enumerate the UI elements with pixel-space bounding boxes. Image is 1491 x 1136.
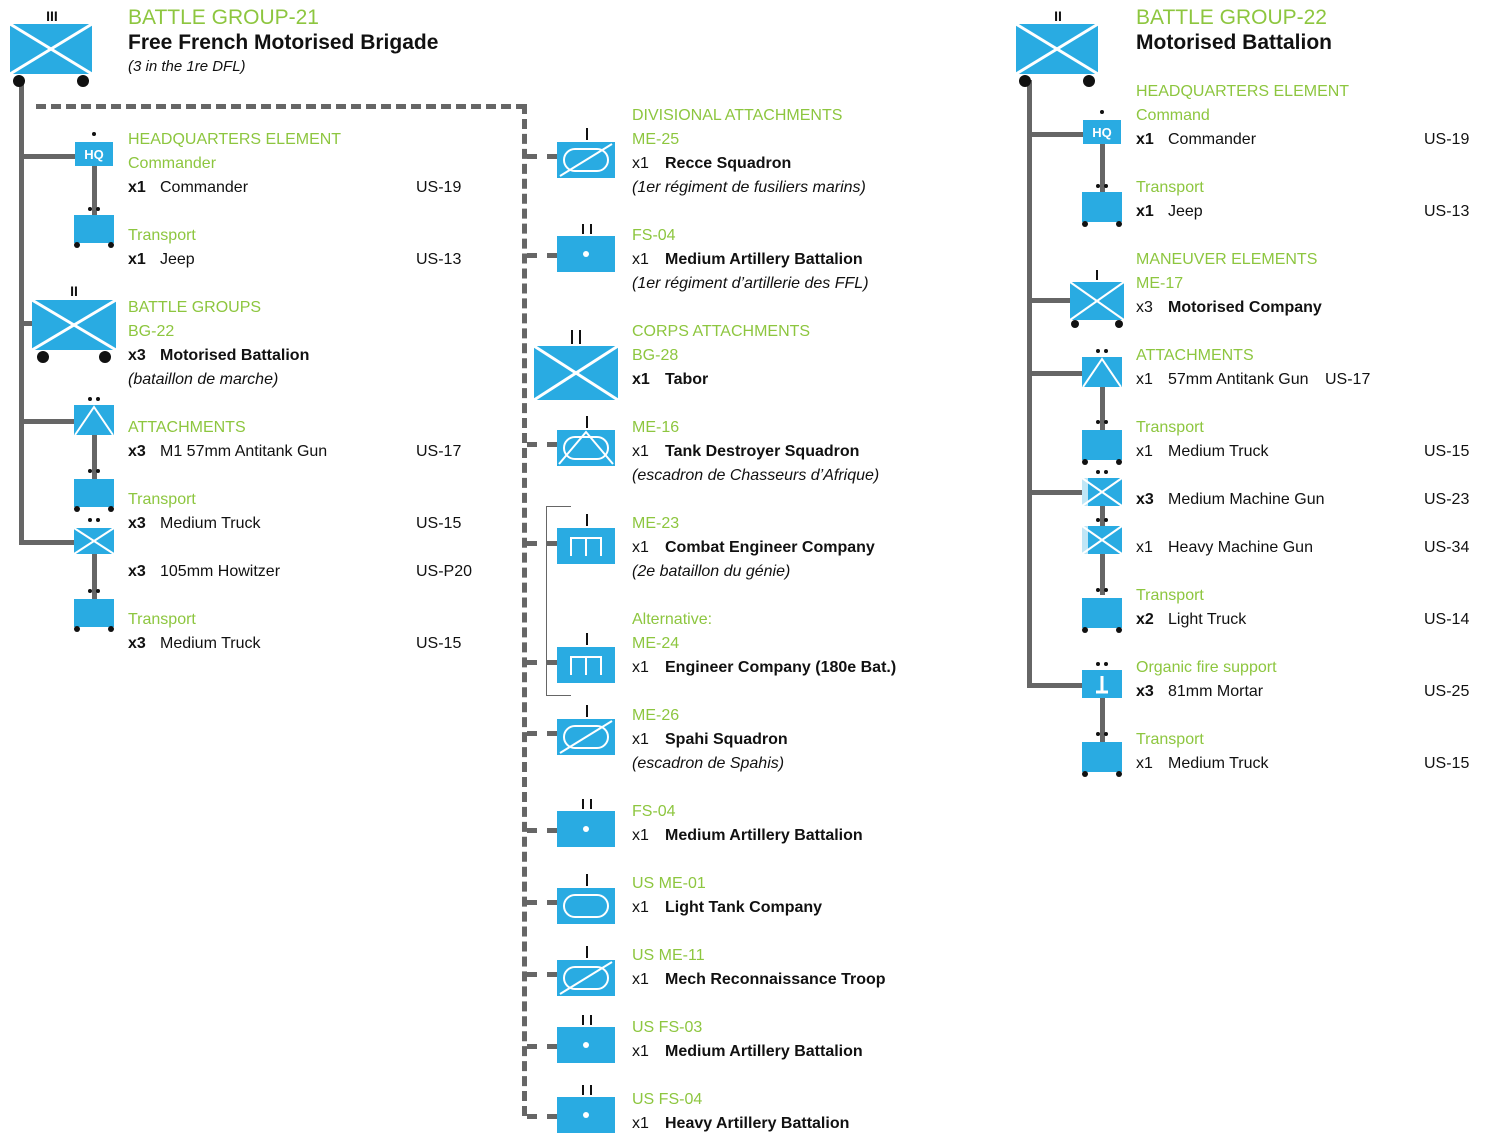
bg-sub: BG-22: [128, 323, 175, 340]
unit-code: ME-23: [632, 515, 680, 532]
dash-branch: [527, 828, 557, 833]
corps-attachments-heading: CORPS ATTACHMENTS: [632, 323, 811, 340]
unit-name: Commander: [160, 179, 249, 196]
unit-code: FS-04: [632, 803, 676, 820]
unit-code: US-23: [1424, 491, 1470, 508]
unit-name: 81mm Mortar: [1168, 683, 1264, 700]
qty: x3: [128, 563, 146, 580]
unit-name: Medium Artillery Battalion: [665, 827, 863, 844]
unit-code: ME-17: [1136, 275, 1184, 292]
unit-code: BG-28: [632, 347, 679, 364]
bg21-branch-how: [19, 540, 77, 545]
bg21-title: BATTLE GROUP-21: [128, 6, 319, 29]
artillery-icon: [557, 1083, 617, 1135]
transport-heading: Transport: [128, 491, 196, 508]
hq-icon: [1083, 106, 1123, 146]
dash-branch: [527, 442, 557, 447]
infantry-brigade-icon: [9, 4, 95, 88]
antitank-icon: [1082, 345, 1124, 389]
qty: x2: [1136, 611, 1154, 628]
unit-name: Heavy Artillery Battalion: [665, 1115, 850, 1132]
att-heading: ATTACHMENTS: [1136, 347, 1254, 364]
bg22-branch-hq: [1027, 132, 1085, 137]
qty: x3: [128, 443, 146, 460]
unit-code: US-15: [1424, 755, 1470, 772]
bg22-name: Motorised Battalion: [1136, 31, 1333, 54]
qty: x3: [128, 515, 146, 532]
artillery-icon: [557, 1013, 617, 1065]
dash-branch: [527, 154, 557, 159]
qty: x1: [632, 971, 649, 988]
unit-name: Medium Truck: [1168, 755, 1269, 772]
unit-name: Light Truck: [1168, 611, 1247, 628]
unit-name: Engineer Company (180e Bat.): [665, 659, 897, 676]
bg21-trunk-line: [19, 80, 24, 545]
hq-badge-text: HQ: [84, 147, 104, 162]
unit-code: US ME-11: [632, 947, 705, 964]
artillery-icon: [557, 797, 617, 849]
unit-name: Medium Truck: [1168, 443, 1269, 460]
unit-name: Mech Reconnaissance Troop: [665, 971, 886, 988]
unit-name: Jeep: [1168, 203, 1203, 220]
transport-heading: Transport: [1136, 179, 1204, 196]
div-attachments-heading: DIVISIONAL ATTACHMENTS: [632, 107, 843, 124]
unit-code: US-P20: [416, 563, 473, 580]
unit-code: US FS-03: [632, 1019, 703, 1036]
truck-icon: [74, 583, 116, 633]
unit-name: Motorised Company: [1168, 299, 1322, 316]
svg-text:III: III: [46, 8, 58, 24]
unit-code: US-19: [1424, 131, 1470, 148]
jeep-icon: [74, 201, 116, 249]
unit-code: US-13: [416, 251, 462, 268]
unit-name: Tabor: [665, 371, 709, 388]
qty: x1: [128, 251, 146, 268]
truck-icon: [74, 463, 116, 513]
svg-text:II: II: [70, 283, 78, 299]
bg-heading: BATTLE GROUPS: [128, 299, 262, 316]
bg21-hq-sub: Commander: [128, 155, 217, 172]
alternative-heading: Alternative:: [632, 611, 713, 628]
infantry-battalion-icon: [1015, 4, 1101, 88]
engineer-icon: [557, 512, 617, 568]
bg21-name: Free French Motorised Brigade: [128, 31, 439, 54]
bg22-hq-heading: HEADQUARTERS ELEMENT: [1136, 83, 1350, 100]
unit-code: ME-26: [632, 707, 680, 724]
bg22-branch-att: [1027, 371, 1085, 376]
mg-icon: [1082, 466, 1124, 508]
unit-name: Medium Artillery Battalion: [665, 251, 863, 268]
transport-heading: Transport: [1136, 587, 1204, 604]
unit-name: Tank Destroyer Squadron: [665, 443, 860, 460]
qty: x3: [128, 347, 146, 364]
qty: x1: [632, 659, 649, 676]
unit-note: (2e bataillon du génie): [632, 563, 791, 580]
transport-heading: Transport: [1136, 419, 1204, 436]
maneuver-heading: MANEUVER ELEMENTS: [1136, 251, 1318, 268]
unit-note: (1er régiment de fusiliers marins): [632, 179, 866, 196]
unit-name: Heavy Machine Gun: [1168, 539, 1313, 556]
engineer-icon: [557, 631, 617, 687]
qty: x1: [1136, 443, 1153, 460]
unit-name: Medium Truck: [160, 635, 261, 652]
tank-icon: [557, 872, 617, 928]
unit-code: US ME-01: [632, 875, 706, 892]
truck-icon: [1082, 584, 1124, 634]
dash-branch: [527, 731, 557, 736]
qty: x1: [1136, 539, 1153, 556]
dash-branch: [527, 1114, 557, 1119]
bg22-title: BATTLE GROUP-22: [1136, 6, 1327, 29]
unit-code: US-15: [416, 635, 462, 652]
bg21-branch-hq: [19, 154, 77, 159]
dash-branch: [527, 900, 557, 905]
howitzer-icon: [74, 512, 116, 556]
unit-note: (1er régiment d’artillerie des FFL): [632, 275, 869, 292]
truck-icon: [1082, 728, 1124, 778]
unit-note: (escadron de Spahis): [632, 755, 785, 772]
unit-code: US-17: [1325, 371, 1371, 388]
transport-heading: Transport: [128, 611, 196, 628]
unit-code: US-25: [1424, 683, 1470, 700]
unit-name: Medium Machine Gun: [1168, 491, 1325, 508]
qty: x1: [632, 1043, 649, 1060]
mg-icon: [1082, 514, 1124, 556]
artillery-icon: [557, 222, 617, 274]
qty: x3: [128, 635, 146, 652]
svg-text:HQ: HQ: [1092, 125, 1112, 140]
bg22-trunk-line: [1027, 80, 1032, 688]
unit-name: 57mm Antitank Gun: [1168, 371, 1309, 388]
unit-code: ME-25: [632, 131, 680, 148]
bg21-branch-bg: [19, 321, 33, 326]
mortar-icon: [1082, 658, 1124, 700]
unit-name: Motorised Battalion: [160, 347, 310, 364]
qty: x1: [632, 443, 649, 460]
recce-icon: [557, 126, 617, 182]
unit-code: US-15: [416, 515, 462, 532]
unit-name: Commander: [1168, 131, 1257, 148]
unit-code: US-14: [1424, 611, 1470, 628]
unit-name: M1 57mm Antitank Gun: [160, 443, 328, 460]
transport-heading: Transport: [128, 227, 196, 244]
qty: x1: [632, 731, 649, 748]
unit-code: US-19: [416, 179, 462, 196]
qty: x3: [1136, 299, 1153, 316]
qty: x3: [1136, 683, 1154, 700]
bg21-branch-att: [19, 419, 77, 424]
qty: x1: [1136, 131, 1154, 148]
organic-fire-support-heading: Organic fire support: [1136, 659, 1277, 676]
bg21-dashed-top: [36, 104, 526, 109]
bg22-branch-me: [1027, 298, 1073, 303]
unit-name: Medium Truck: [160, 515, 261, 532]
unit-name: Light Tank Company: [665, 899, 823, 916]
unit-note: (bataillon de marche): [128, 371, 279, 388]
dash-branch: [527, 972, 557, 977]
unit-code: FS-04: [632, 227, 676, 244]
antitank-icon: [74, 393, 116, 437]
dash-branch: [527, 253, 557, 258]
bg21-note: (3 in the 1re DFL): [128, 58, 246, 75]
unit-code: ME-24: [632, 635, 680, 652]
qty: x1: [632, 371, 650, 388]
truck-icon: [1082, 416, 1124, 466]
recce-icon: [557, 944, 617, 1000]
qty: x3: [1136, 491, 1154, 508]
unit-code: US-13: [1424, 203, 1470, 220]
unit-name: Spahi Squadron: [665, 731, 788, 748]
qty: x1: [632, 155, 649, 172]
unit-code: US FS-04: [632, 1091, 703, 1108]
qty: x1: [1136, 203, 1154, 220]
qty: x1: [632, 251, 649, 268]
bg21-hq-heading: HEADQUARTERS ELEMENT: [128, 131, 342, 148]
qty: x1: [632, 1115, 649, 1132]
bg22-branch-mg: [1027, 490, 1085, 495]
unit-code: US-34: [1424, 539, 1470, 556]
qty: x1: [632, 827, 649, 844]
qty: x1: [1136, 371, 1153, 388]
qty: x1: [1136, 755, 1153, 772]
unit-name: Combat Engineer Company: [665, 539, 875, 556]
recce-icon: [557, 703, 617, 759]
jeep-icon: [1082, 180, 1124, 228]
bg22-hq-sub: Command: [1136, 107, 1210, 124]
unit-code: US-15: [1424, 443, 1470, 460]
infantry-battalion-icon: [32, 280, 118, 366]
unit-name: Recce Squadron: [665, 155, 792, 172]
infantry-company-icon: [1070, 268, 1126, 330]
infantry-large-icon: [534, 328, 620, 404]
bg22-branch-ofs: [1027, 683, 1085, 688]
hq-icon: [75, 128, 115, 168]
qty: x1: [128, 179, 146, 196]
unit-name: 105mm Howitzer: [160, 563, 281, 580]
unit-code: US-17: [416, 443, 462, 460]
transport-heading: Transport: [1136, 731, 1204, 748]
unit-code: ME-16: [632, 419, 680, 436]
qty: x1: [632, 899, 649, 916]
tank-destroyer-icon: [557, 414, 617, 470]
dash-branch: [527, 1044, 557, 1049]
unit-note: (escadron de Chasseurs d’Afrique): [632, 467, 880, 484]
svg-text:II: II: [1054, 8, 1062, 24]
unit-name: Jeep: [160, 251, 195, 268]
att-heading: ATTACHMENTS: [128, 419, 246, 436]
unit-name: Medium Artillery Battalion: [665, 1043, 863, 1060]
qty: x1: [632, 539, 649, 556]
